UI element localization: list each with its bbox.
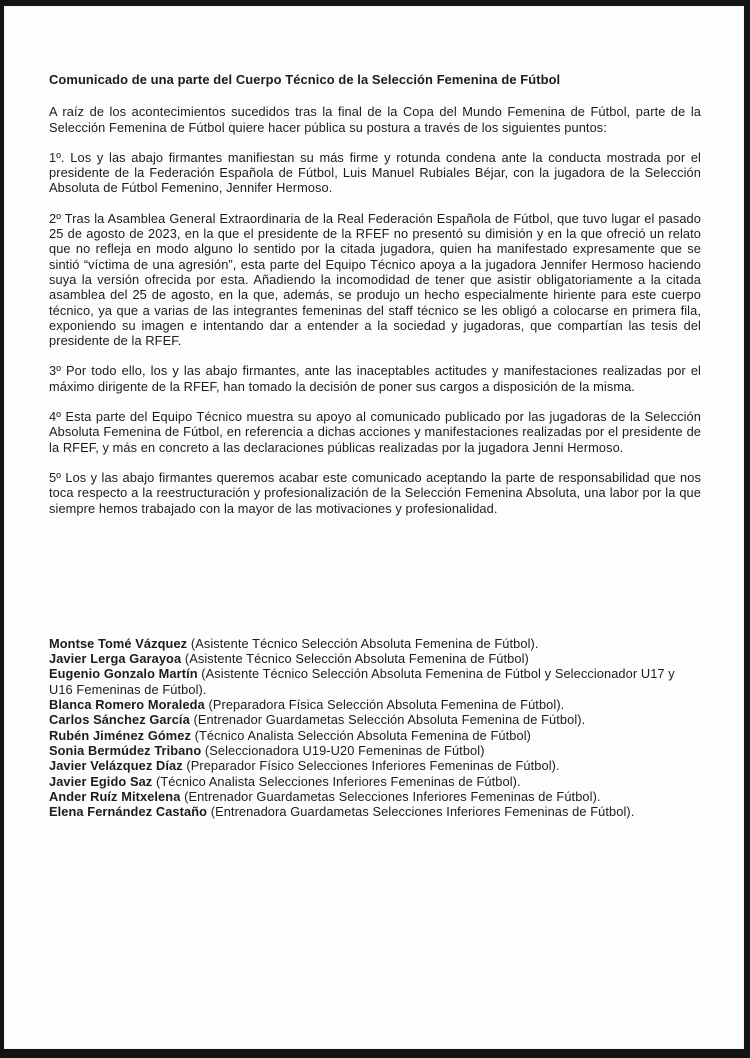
paragraph-1: 1º. Los y las abajo firmantes manifiestan su más firme y rotunda condena ante la conducta mostrada por el presidente de la Federación Española de Fútbol, Luis Manuel Rubiales Béjar, con la jugadora de la Selección Absoluta de Fútbol Femenino, Jennifer Hermoso.: [49, 149, 701, 196]
signatory-name: Javier Egido Saz: [49, 773, 153, 789]
signatory-name: Eugenio Gonzalo Martín: [49, 666, 198, 682]
signatory-line: [49, 712, 701, 727]
signatory-line: [49, 651, 701, 666]
signatory-role: (Asistente Técnico Selección Absoluta Femenina de Fútbol y Seleccionador U17 y U16 Femeninas de Fútbol).: [49, 666, 675, 697]
signatory-name: Javier Lerga Garayoa: [49, 651, 182, 667]
document-title: Comunicado de una parte del Cuerpo Técnico de la Selección Femenina de Fútbol: [49, 72, 561, 87]
signatory-role: (Entrenador Guardametas Selecciones Inferiores Femeninas de Fútbol).: [180, 788, 601, 804]
paragraph-5: 5º Los y las abajo firmantes queremos acabar este comunicado aceptando la parte de responsabilidad que nos toca respecto a la reestructuración y profesionalización de la Selección Femenina Absoluta, una labor por la que siempre hemos trabajado con la mayor de las motivaciones y profesionalidad.: [49, 469, 701, 516]
paragraph-intro: A raíz de los acontecimientos sucedidos tras la final de la Copa del Mundo Femenina de Fútbol, parte de la Selección Femenina de Fútbol quiere hacer pública su postura a través de los siguientes puntos:: [49, 104, 701, 135]
signatory-role: (Asistente Técnico Selección Absoluta Femenina de Fútbol): [181, 651, 529, 667]
paragraph-4: 4º Esta parte del Equipo Técnico muestra su apoyo al comunicado publicado por las jugadoras de la Selección Absoluta Femenina de Fútbol, en referencia a dichas acciones y manifestaciones realizadas por el presidente de la RFEF, y más en concreto a las declaraciones públicas realizadas por la jugadora Jenni Hermoso.: [49, 409, 701, 455]
signatory-name: Elena Fernández Castaño: [49, 804, 208, 820]
signatory-line: [49, 774, 701, 789]
signatory-line: [49, 743, 701, 758]
paragraph-3: 3º Por todo ello, los y las abajo firmantes, ante las inaceptables actitudes y manifestaciones realizadas por el máximo dirigente de la RFEF, han tomado la decisión de poner sus cargos a disposición de la misma.: [49, 363, 701, 394]
signatory-line: [49, 666, 701, 697]
signatory-role: (Entrenadora Guardametas Selecciones Inferiores Femeninas de Fútbol).: [207, 804, 635, 820]
signatory-role: (Preparador Físico Selecciones Inferiores Femeninas de Fútbol).: [182, 758, 560, 774]
signatory-role: (Entrenador Guardametas Selección Absoluta Femenina de Fútbol).: [189, 712, 586, 728]
signatory-name: Sonia Bermúdez Tribano: [49, 742, 202, 758]
signatory-role: (Preparadora Física Selección Absoluta Femenina de Fútbol).: [204, 697, 565, 713]
signatory-line: [49, 636, 701, 651]
signatory-line: [49, 728, 701, 743]
signatory-name: Blanca Romero Moraleda: [49, 697, 205, 713]
document-page: [4, 6, 744, 1049]
signatory-role: (Técnico Analista Selecciones Inferiores Femeninas de Fútbol).: [152, 773, 521, 789]
signatory-name: Javier Velázquez Díaz: [49, 758, 183, 774]
signatory-line: [49, 804, 701, 819]
signatory-list: [49, 636, 701, 820]
signatory-role: (Seleccionadora U19-U20 Femeninas de Fútbol): [201, 742, 485, 758]
signatory-name: Ander Ruíz Mitxelena: [49, 788, 181, 804]
signatory-line: [49, 697, 701, 712]
signatory-line: [49, 789, 701, 804]
paragraph-2: 2º Tras la Asamblea General Extraordinaria de la Real Federación Española de Fútbol, que tuvo lugar el pasado 25 de agosto de 2023, en la que el presidente de la RFEF no presentó su dimisión y en la que ofreció un relato que no refleja en modo alguno lo sentido por la citada jugadora, quien ha manifestado expresamente que se sintió “víctima de una agresión”, esta parte del Equipo Técnico apoya a la jugadora Jennifer Hermoso haciendo suya la versión ofrecida por esta. Añadiendo la incomodidad de tener que asistir obligatoriamente a la citada asamblea del 25 de agosto, en la que, además, se produjo un hecho especialmente hiriente para este cuerpo técnico, ya que a varias de las integrantes femeninas del staff técnico se les obligó a colocarse en primera fila, exponiendo su imagen e intentando dar a entender a la sociedad y jugadoras, que compartían las tesis del presidente de la RFEF.: [49, 210, 701, 349]
signatory-name: Carlos Sánchez García: [49, 712, 190, 728]
signatory-name: Rubén Jiménez Gómez: [49, 727, 191, 743]
signatory-name: Montse Tomé Vázquez: [49, 635, 188, 651]
signatory-role: (Asistente Técnico Selección Absoluta Femenina de Fútbol).: [187, 635, 539, 651]
document-content: [49, 72, 701, 819]
signatory-line: [49, 758, 701, 773]
signatory-role: (Técnico Analista Selección Absoluta Femenina de Fútbol): [191, 727, 532, 743]
